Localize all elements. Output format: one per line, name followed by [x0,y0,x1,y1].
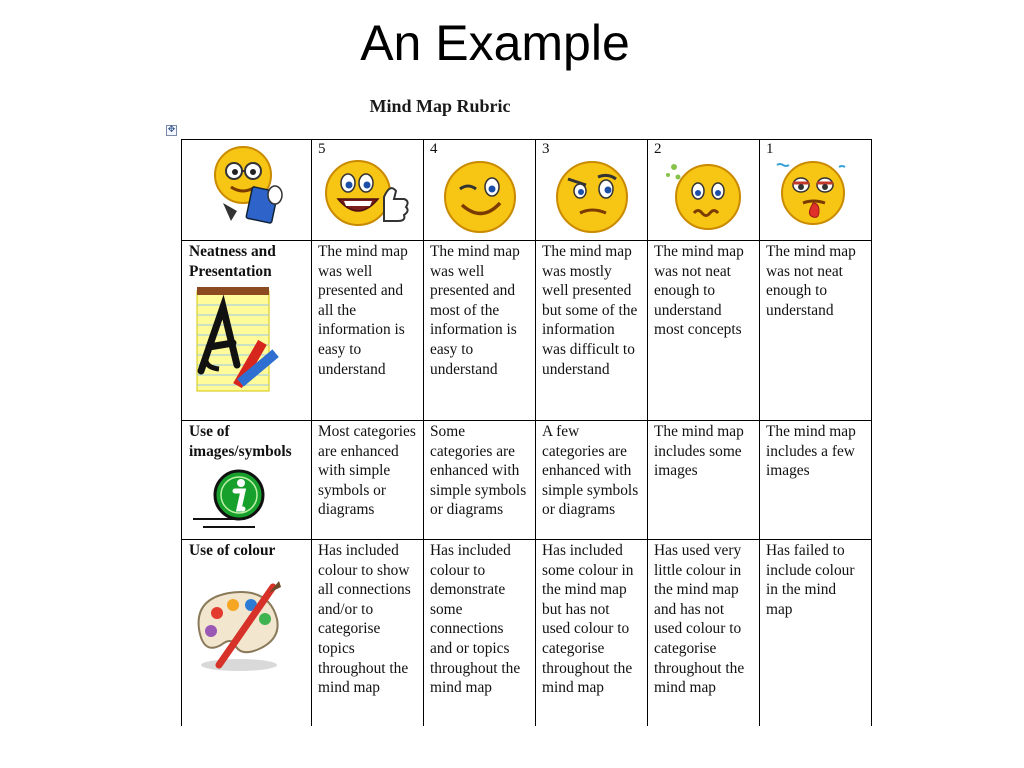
professor-smiley-icon [203,141,293,229]
info-symbol-icon [189,465,289,533]
criterion-cell [182,540,312,727]
score-3-header [536,140,648,241]
thumbs-up-smiley-icon [322,157,414,229]
confused-smiley-icon [552,157,632,235]
rubric-cell: The mind map was not neat enough to understand most concepts [648,241,760,421]
rubric-cell: The mind map was mostly well presented but some of the information was difficult to understand [536,241,648,421]
rubric-cell: Has included colour to demonstrate some connections and or topics throughout the mind map [424,540,536,727]
rubric-table [181,139,872,726]
header-icon-cell [182,140,312,241]
rubric-cell: Has failed to include colour in the mind map [760,540,872,727]
table-header-row [182,140,872,241]
criterion-label: Use of colour [189,542,276,559]
rubric-cell: The mind map was well presented and most of the information is easy to understand [424,241,536,421]
criterion-cell [182,421,312,540]
letter-a-crayons-icon [189,287,289,397]
criterion-label: Neatness and Presentation [189,243,276,280]
rubric-cell: Has included colour to show all connections and/or to categorise topics throughout the mind map [312,540,424,727]
score-5-header [312,140,424,241]
score-4-header [424,140,536,241]
winking-smiley-icon [440,157,520,235]
criterion-row-images [182,421,872,540]
criterion-label: Use of images/symbols [189,423,292,460]
rubric-cell: The mind map was well presented and all the information is easy to understand [312,241,424,421]
paint-palette-icon [189,579,289,675]
rubric-cell: Has used very little colour in the mind map and has not used colour to categorise throughout the mind map [648,540,760,727]
rubric-cell: The mind map includes a few images [760,421,872,540]
score-label: 3 [542,141,550,157]
score-label: 5 [318,141,326,157]
rubric-title: Mind Map Rubric [369,96,511,116]
rubric-cell: The mind map includes some images [648,421,760,540]
rubric-cell: A few categories are enhanced with simple symbols or diagrams [536,421,648,540]
table-move-handle-icon[interactable]: ✥ [167,125,176,135]
criterion-cell [182,241,312,421]
criterion-row-colour [182,540,872,727]
rubric-cell: Some categories are enhanced with simple symbols or diagrams [424,421,536,540]
rubric-cell: The mind map was not neat enough to understand [760,241,872,421]
score-label: 1 [766,141,774,157]
score-label: 4 [430,141,438,157]
rubric-cell: Has included some colour in the mind map but has not used colour to categorise throughout the mind map [536,540,648,727]
worried-smiley-icon [660,157,748,231]
score-2-header [648,140,760,241]
slide-title: An Example [360,15,630,71]
score-label: 2 [654,141,662,157]
rubric-cell: Most categories are enhanced with simple symbols or diagrams [312,421,424,540]
score-1-header [760,140,872,241]
tongue-out-smiley-icon [773,157,859,225]
criterion-row-neatness [182,241,872,421]
